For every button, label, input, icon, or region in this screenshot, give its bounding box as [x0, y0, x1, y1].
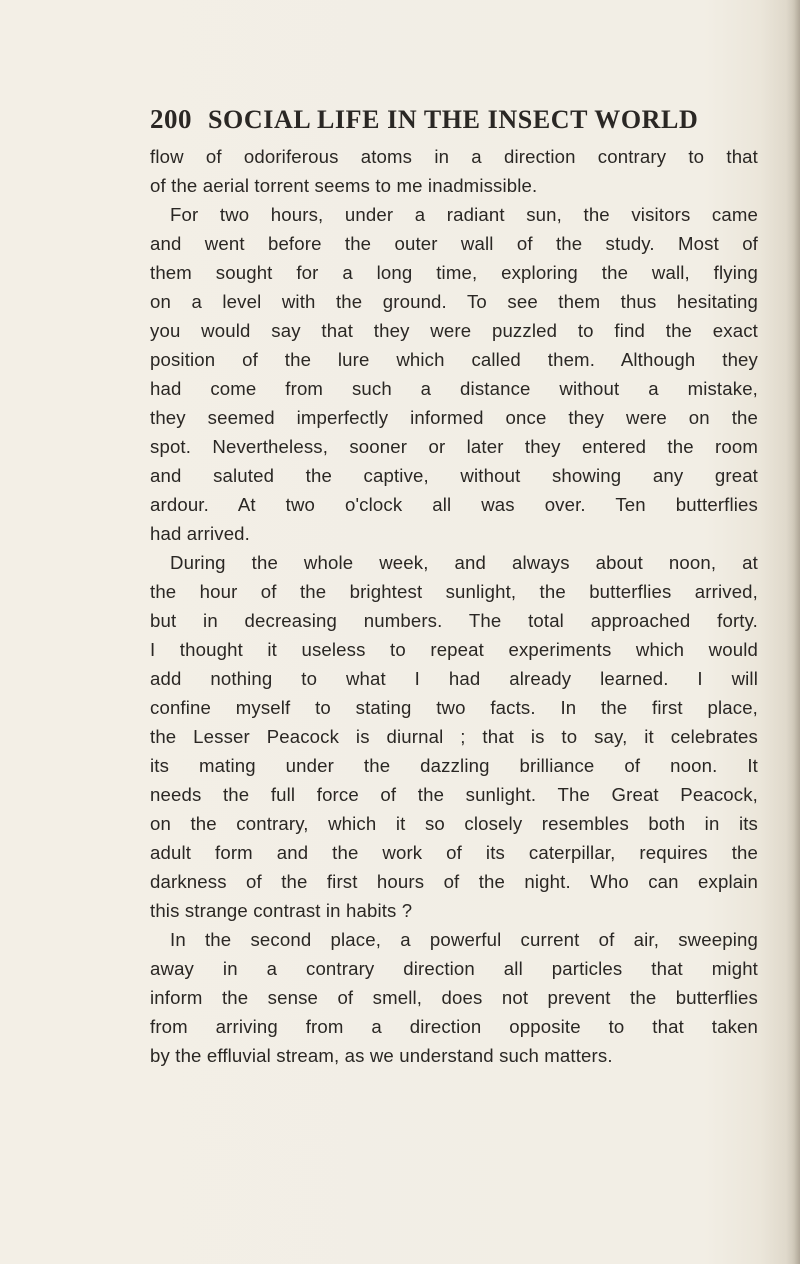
text-line: had arrived. [150, 523, 250, 544]
text-line: For two hours, under a radiant sun, the visitors came [170, 204, 758, 225]
text-line: the hour of the brightest sunlight, the butterflies arrived, [150, 581, 758, 602]
text-line: but in decreasing numbers. The total approached forty. [150, 610, 758, 631]
text-line: away in a contrary direction all particles that might [150, 958, 758, 979]
text-line: had come from such a distance without a mistake, [150, 378, 758, 399]
text-line: During the whole week, and always about noon, at [170, 552, 758, 573]
text-line: this strange contrast in habits ? [150, 900, 413, 921]
text-line: In the second place, a powerful current of air, sweeping [170, 929, 758, 950]
text-line: flow of odoriferous atoms in a direction contrary to that [150, 146, 758, 167]
text-line: them sought for a long time, exploring the wall, flying [150, 262, 758, 283]
page-edge-shadow [786, 0, 800, 1264]
text-line: and saluted the captive, without showing any great [150, 465, 758, 486]
text-line: you would say that they were puzzled to find the exact [150, 320, 758, 341]
text-line: from arriving from a direction opposite to that taken [150, 1016, 758, 1037]
text-line: confine myself to stating two facts. In the first place, [150, 697, 758, 718]
text-line: on the contrary, which it so closely resembles both in its [150, 813, 758, 834]
body-text [150, 142, 758, 1070]
page-number: 200 [150, 104, 192, 134]
text-line: on a level with the ground. To see them thus hesitating [150, 291, 758, 312]
text-line: adult form and the work of its caterpillar, requires the [150, 842, 758, 863]
text-line: by the effluvial stream, as we understand such matters. [150, 1045, 613, 1066]
text-line: darkness of the first hours of the night. Who can explain [150, 871, 758, 892]
running-head [150, 104, 730, 144]
text-line: add nothing to what I had already learned. I will [150, 668, 758, 689]
text-line: the Lesser Peacock is diurnal ; that is to say, it celebrates [150, 726, 758, 747]
text-line: its mating under the dazzling brilliance of noon. It [150, 755, 758, 776]
text-line: I thought it useless to repeat experiments which would [150, 639, 758, 660]
text-line: position of the lure which called them. Although they [150, 349, 758, 370]
text-line: inform the sense of smell, does not prevent the butterflies [150, 987, 758, 1008]
running-title: SOCIAL LIFE IN THE INSECT WORLD [208, 105, 699, 134]
text-line: and went before the outer wall of the study. Most of [150, 233, 758, 254]
text-line: spot. Nevertheless, sooner or later they entered the room [150, 436, 758, 457]
text-line: needs the full force of the sunlight. The Great Peacock, [150, 784, 758, 805]
text-line: ardour. At two o'clock all was over. Ten butterflies [150, 494, 758, 515]
text-line: of the aerial torrent seems to me inadmissible. [150, 175, 538, 196]
text-line: they seemed imperfectly informed once they were on the [150, 407, 758, 428]
